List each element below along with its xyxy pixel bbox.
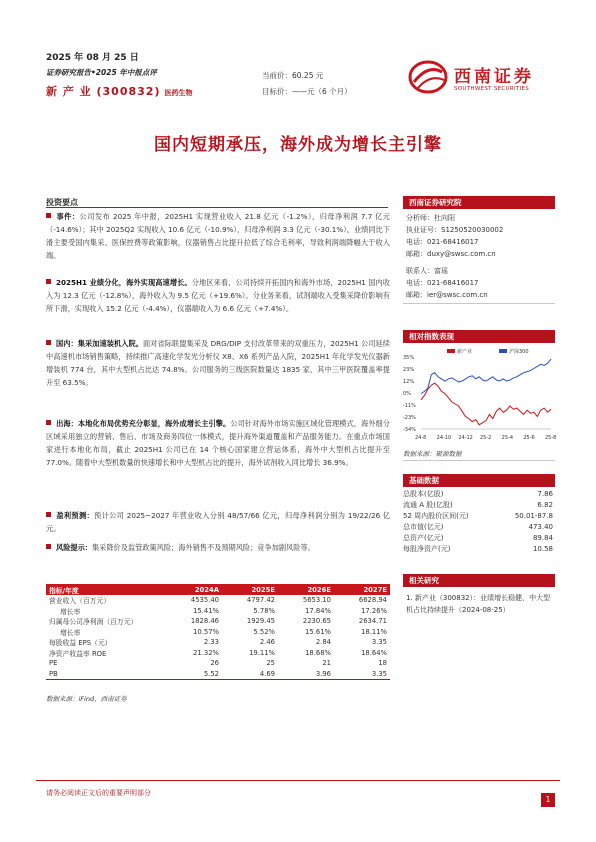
bullet-label: 2025H1 业绩分化，海外实现高速增长。 [56, 278, 192, 287]
table-row [403, 489, 555, 500]
chart-source: 数据来源：聚源数据 [403, 450, 462, 458]
legend-label: 沪深300 [509, 349, 529, 355]
analyst-line: 电话：021-68416017 [406, 279, 479, 287]
row-label: 每股收益 EPS（元） [49, 639, 112, 648]
table-cell: 3.35 [334, 669, 390, 680]
related-item: 1. 新产业（300832）：业绩增长稳健，中大型机占比持续提升（2024-08-25） [406, 594, 551, 615]
table-header-cell: 2026E [278, 584, 334, 595]
bullet-square-icon [46, 512, 51, 517]
analyst-line: 执业证号：S1250520030002 [406, 226, 504, 234]
bullet-square-icon [46, 544, 51, 549]
company-name [46, 83, 192, 99]
row-label: PE [49, 659, 58, 668]
bullet-text: 集采降价及监管政策风险；海外销售不及预期风险；竞争加剧风险等。 [91, 543, 315, 552]
table-row [46, 627, 390, 638]
row-label: PB [46, 669, 166, 680]
bullet-text: 公司发布 2025 年中报，2025H1 实现营业收入 21.8 亿元（-1.2%），归母净利润 7.7 亿元（-14.6%）；其中 2025Q2 实现收入 10.6 亿元（-10.9%），归母净利润 3.3 亿元（-30.1%），业绩同比下滑主要受国内集采、医保控费等政策影响，仪器销售占比提升拉低了综合毛利率，导致利润端降幅大于收入端。 [46, 212, 390, 260]
related-header: 相关研究 [403, 574, 555, 587]
y-tick-label: -23% [403, 415, 416, 421]
analyst-line: 分析师：杜向阳 [406, 214, 455, 222]
table-cell: 18 [378, 659, 387, 668]
summary-bullet [46, 210, 390, 262]
legend-label: 新产业 [457, 349, 473, 355]
kv-label: 总资产(亿元) [403, 534, 444, 542]
basic-data-header: 基础数据 [403, 474, 555, 487]
table-row [46, 669, 390, 680]
kv-label: 52 周内股价区间(元) [403, 512, 469, 521]
y-tick-label: 0% [403, 391, 411, 397]
kv-value: 89.84 [532, 534, 553, 542]
kv-value: 10.58 [532, 544, 553, 553]
series-line-0 [421, 383, 551, 425]
table-cell: 4.69 [222, 669, 278, 680]
table-row [46, 658, 390, 669]
kv-label: 流通 A 股(亿股) [403, 501, 453, 510]
bullet-text: 面对省际联盟集采及 DRG/DIP 支付改革带来的双重压力，2025H1 公司延续中高速机市场销售策略，持续推广高速化学发光分析仪 X8、X6 系列产品入院，2025H1 年化学发光仪器新增装机 774 台，其中大型机占比达 74.8%。公司服务的三级医院数量达 1835 家，其中三甲医院覆盖率提升至 63.5%。 [46, 339, 390, 387]
analyst-line: 邮箱：duxy@swsc.com.cn [406, 250, 496, 258]
divider [403, 303, 555, 304]
row-label: 增长率 [60, 628, 81, 637]
table-header-row [46, 584, 390, 595]
table-header-cell: 2024A [166, 584, 222, 595]
relative-index-chart [403, 347, 555, 443]
table-row [403, 543, 555, 554]
y-tick-label: -34% [403, 427, 416, 433]
summary-bullet [46, 509, 390, 535]
x-tick-label: 25-2 [480, 435, 492, 441]
kv-label: 每股净资产(元) [403, 544, 451, 553]
analyst-line: 邮箱：ier@swsc.com.cn [406, 291, 488, 299]
table-row [46, 637, 390, 648]
bullet-label: 国内：集采加速装机入院。 [56, 339, 144, 348]
bullet-label: 事件： [56, 212, 80, 221]
analyst-line: 电话：021-68416017 [406, 238, 479, 246]
divider [403, 460, 555, 461]
table-cell: 4535.40 [190, 596, 219, 605]
bullet-square-icon [46, 340, 51, 345]
x-tick-label: 25-4 [501, 435, 514, 441]
summary-bullet [46, 337, 390, 389]
table-cell: 4797.42 [246, 596, 275, 605]
kv-value: 6.82 [537, 501, 553, 510]
bullet-text: 公司针对海外市场实施区域化管理模式，海外细分区域采用独立的营销、售后、市场及商务四位一体模式，提升海外渠道覆盖和产品服务能力。在重点市场国家进行本地化布局，截止 2025H1 公司已在 14 个核心国家建立营运体系，海外中大型机占比提升至 77.0%。随着中大型机数量的快速增长和中大型机占比的提升，海外试剂收入同比增长 36.9%。 [46, 419, 390, 467]
table-source: 数据来源：iFind，西南证券 [46, 695, 127, 703]
chart-header: 相对指数表现 [403, 330, 555, 343]
table-cell: 10.57% [193, 627, 219, 636]
table-row [46, 595, 390, 606]
headline: 国内短期承压，海外成为增长主引擎 [154, 135, 442, 155]
financial-table [46, 584, 390, 680]
table-cell: 5653.10 [302, 596, 331, 605]
page-number: 1 [541, 793, 555, 807]
table-row [46, 648, 390, 659]
table-row [403, 533, 555, 544]
table-cell: 26 [210, 659, 219, 668]
analyst-line: 联系人：富瑶 [406, 267, 448, 275]
table-cell: 2.33 [203, 638, 219, 647]
logo-cn: 西南证券 [454, 67, 534, 87]
table-cell: 5.78% [253, 606, 275, 615]
table-row [46, 616, 390, 627]
summary-bullet [46, 417, 390, 469]
logo-mark-icon [408, 60, 448, 94]
analyst-header: 西南证券研究院 [403, 196, 555, 209]
legend-swatch [447, 349, 455, 353]
footer-disclaimer: 请务必阅读正文后的重要声明部分 [46, 789, 151, 797]
x-tick-label: 24-8 [415, 435, 427, 441]
table-cell: 6628.94 [358, 596, 387, 605]
row-label: 净资产收益率 ROE [49, 649, 107, 658]
footer-divider [36, 780, 560, 781]
sector-label: 医药生物 [164, 89, 193, 97]
kv-label: 总股本(亿股) [403, 490, 444, 499]
bullet-text: 预计公司 2025~2027 年营业收入分别 48/57/66 亿元，归母净利润分别为 19/22/26 亿元。 [46, 511, 390, 533]
y-tick-label: 35% [403, 355, 415, 361]
x-tick-label: 25-6 [523, 435, 535, 441]
y-tick-label: 23% [403, 367, 415, 373]
divider [46, 207, 388, 208]
table-cell: 21.32% [193, 648, 219, 657]
table-cell: 18.68% [305, 648, 331, 657]
legend-swatch [499, 349, 507, 353]
table-row [46, 606, 390, 617]
x-tick-label: 24-10 [436, 435, 452, 441]
table-cell: 21 [322, 659, 331, 668]
table-cell: 5.52 [166, 669, 222, 680]
target-price: 目标价：——元（6 个月） [262, 87, 352, 96]
report-type: 证券研究报告•2025 年中报点评 [46, 68, 157, 77]
chart-svg [403, 347, 555, 443]
bullet-square-icon [46, 279, 51, 284]
current-price: 当前价：60.25 元 [262, 71, 324, 80]
row-label: 归属母公司净利润（百万元） [49, 618, 138, 627]
table-cell: 5.52% [253, 627, 275, 636]
bullet-text: 分地区来看，公司持续开拓国内和海外市场，2025H1 国内收入为 12.3 亿元（-12.8%），海外收入为 9.5 亿元（+19.6%）。分业务来看，试剂端收入受集采降价影响有所下滑，实现收入 15.2 亿元（-4.4%），仪器端收入为 6.6 亿元（+7.4%）。 [46, 278, 390, 313]
table-cell: 3.96 [278, 669, 334, 680]
table-cell: 1828.46 [190, 617, 219, 626]
company-code: 新 产 业 (300832) [46, 85, 161, 98]
summary-title: 投资要点 [46, 198, 78, 207]
logo-en: SOUTHWEST SECURITIES [454, 86, 530, 92]
basic-data-table [403, 489, 555, 554]
table-row [403, 522, 555, 533]
table-cell: 18.11% [361, 627, 387, 636]
table-cell: 19.11% [249, 648, 275, 657]
table-cell: 15.41% [193, 606, 219, 615]
y-tick-label: -11% [403, 403, 416, 409]
table-cell: 2.46 [259, 638, 275, 647]
summary-bullet [46, 276, 390, 315]
table-header-cell: 指标/年度 [46, 584, 166, 595]
table-cell: 2.84 [315, 638, 331, 647]
table-cell: 2230.65 [302, 617, 331, 626]
brand-logo [408, 58, 558, 98]
table-cell: 1929.45 [246, 617, 275, 626]
kv-label: 总市值(亿元) [403, 523, 444, 532]
x-tick-label: 25-8 [545, 435, 557, 441]
bullet-label: 风险提示： [56, 543, 92, 552]
series-line-1 [421, 359, 551, 393]
table-cell: 2634.71 [358, 617, 387, 626]
y-tick-label: 12% [403, 379, 415, 385]
table-cell: 17.26% [361, 606, 387, 615]
row-label: 增长率 [60, 607, 81, 616]
kv-value: 50.01-87.8 [514, 512, 553, 521]
table-cell: 17.84% [305, 606, 331, 615]
report-date: 2025 年 08 月 25 日 [46, 53, 139, 63]
bullet-square-icon [46, 420, 51, 425]
table-header-cell: 2025E [222, 584, 278, 595]
table-row [403, 511, 555, 522]
table-cell: 15.61% [305, 627, 331, 636]
table-header-cell: 2027E [334, 584, 390, 595]
kv-value: 473.40 [528, 523, 553, 532]
table-cell: 3.35 [371, 638, 387, 647]
x-tick-label: 24-12 [458, 435, 473, 441]
table-cell: 18.64% [361, 648, 387, 657]
bullet-square-icon [46, 213, 51, 218]
bullet-label: 出海：本地化布局优势充分彰显，海外成增长主引擎。 [56, 419, 231, 428]
kv-value: 7.86 [537, 490, 553, 499]
table-cell: 25 [266, 659, 275, 668]
row-label: 营业收入（百万元） [49, 597, 111, 606]
bullet-label: 盈利预测： [56, 511, 95, 520]
table-row [403, 500, 555, 511]
summary-bullet [46, 541, 390, 554]
